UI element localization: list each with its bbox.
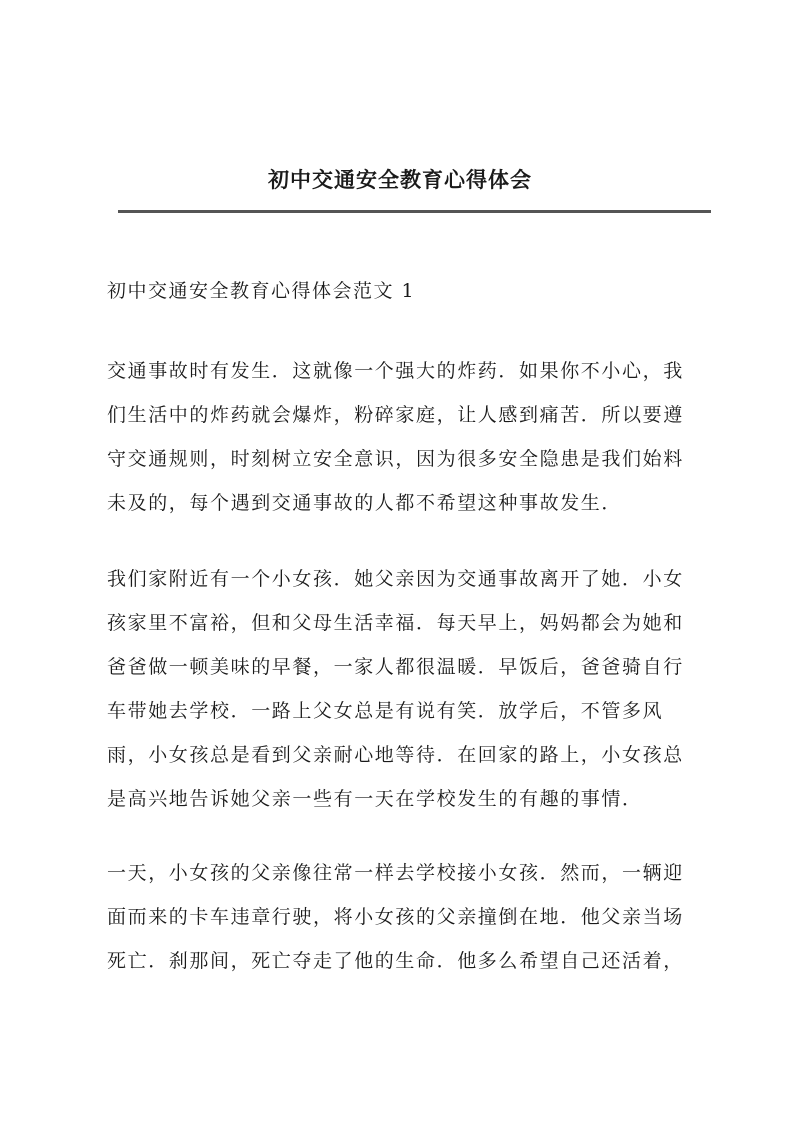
- paragraph-line: 守交通规则，时刻树立安全意识，因为很多安全隐患是我们始料: [107, 448, 684, 470]
- paragraph-line: 我们家附近有一个小女孩．她父亲因为交通事故离开了她．小女: [107, 568, 684, 590]
- paragraph-line: 死亡．刹那间，死亡夺走了他的生命．他多么希望自己还活着，: [107, 950, 684, 972]
- paragraph-line: 一天，小女孩的父亲像往常一样去学校接小女孩．然而，一辆迎: [107, 862, 684, 884]
- paragraph-line: 是高兴地告诉她父亲一些有一天在学校发生的有趣的事情．: [107, 788, 643, 810]
- document-title: 初中交通安全教育心得体会: [268, 168, 532, 192]
- paragraph-line: 孩家里不富裕，但和父母生活幸福．每天早上，妈妈都会为她和: [107, 612, 684, 634]
- title-divider: [118, 210, 711, 213]
- paragraph-line: 交通事故时有发生．这就像一个强大的炸药．如果你不小心，我: [107, 360, 684, 382]
- paragraph-line: 面而来的卡车违章行驶，将小女孩的父亲撞倒在地．他父亲当场: [107, 906, 684, 928]
- paragraph-line: 爸爸做一顿美味的早餐，一家人都很温暖．早饭后，爸爸骑自行: [107, 656, 684, 678]
- paragraph-line: 雨，小女孩总是看到父亲耐心地等待．在回家的路上，小女孩总: [107, 744, 684, 766]
- paragraph-line: 们生活中的炸药就会爆炸，粉碎家庭，让人感到痛苦．所以要遵: [107, 404, 684, 426]
- paragraph-line: 车带她去学校．一路上父女总是有说有笑．放学后，不管多风: [107, 700, 664, 722]
- paragraph-line: 未及的，每个遇到交通事故的人都不希望这种事故发生．: [107, 492, 623, 514]
- section-subtitle: 初中交通安全教育心得体会范文 1: [107, 280, 416, 302]
